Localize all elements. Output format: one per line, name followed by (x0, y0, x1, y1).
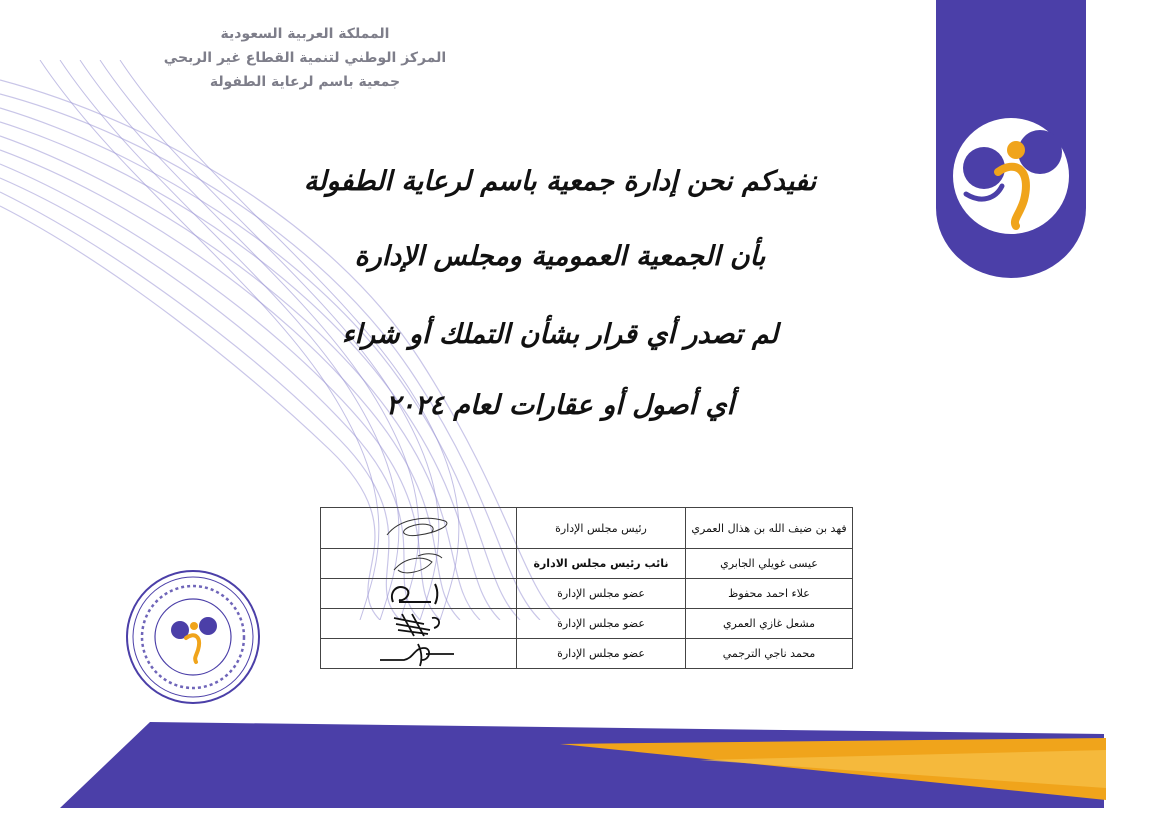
table-row (321, 609, 853, 639)
member-signature (321, 579, 517, 609)
signature-icon (384, 550, 454, 578)
member-name: مشعل غازي العمري (686, 609, 853, 639)
statement-line-4: أي أصول أو عقارات لعام ٢٠٢٤ (385, 390, 735, 421)
member-signature (321, 549, 517, 579)
table-row (321, 508, 853, 549)
association-logo-icon (936, 0, 1086, 278)
member-signature (321, 508, 517, 549)
statement-line-2: بأن الجمعية العمومية ومجلس الإدارة (354, 241, 766, 272)
bottom-banner (0, 700, 1166, 828)
member-role: نائب رئيس مجلس الادارة (517, 549, 686, 579)
member-role: عضو مجلس الإدارة (517, 639, 686, 669)
letterhead (110, 22, 500, 94)
signature-icon (374, 640, 464, 668)
member-name: محمد ناجي الترجمي (686, 639, 853, 669)
board-members-table (320, 507, 853, 669)
statement-line-1: نفيدكم نحن إدارة جمعية باسم لرعاية الطفولة (303, 166, 817, 197)
letterhead-association: جمعية باسم لرعاية الطفولة (209, 74, 401, 90)
member-name: علاء احمد محفوظ (686, 579, 853, 609)
letterhead-country: المملكة العربية السعودية (220, 26, 390, 42)
signature-icon (379, 580, 459, 608)
member-role: رئيس مجلس الإدارة (517, 508, 686, 549)
member-role: عضو مجلس الإدارة (517, 609, 686, 639)
member-signature (321, 609, 517, 639)
letterhead-center: المركز الوطني لتنمية القطاع غير الربحي (163, 50, 447, 66)
table-row (321, 579, 853, 609)
signature-icon (384, 610, 454, 638)
association-seal-icon (124, 568, 262, 706)
member-role: عضو مجلس الإدارة (517, 579, 686, 609)
member-name: عيسى غويلي الجابري (686, 549, 853, 579)
table-row (321, 549, 853, 579)
member-signature (321, 639, 517, 669)
statement-line-3: لم تصدر أي قرار بشأن التملك أو شراء (341, 319, 779, 350)
signature-icon (379, 511, 459, 545)
member-name: فهد بن ضيف الله بن هذال العمري (686, 508, 853, 549)
table-row (321, 639, 853, 669)
